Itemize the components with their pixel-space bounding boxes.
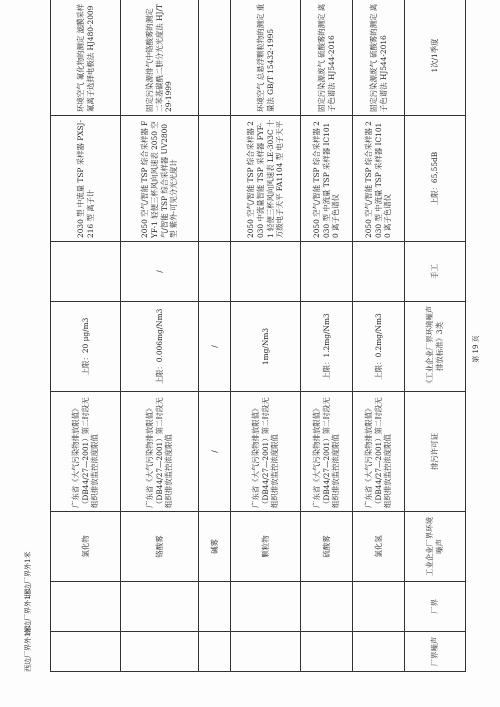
noise-point: 南边厂界外1米 bbox=[24, 588, 32, 635]
noise-point: 西边厂界外1米 bbox=[24, 625, 32, 672]
method-cell: 环境空气 总悬浮颗粒物的测定 重量法 GB/T 15432-1995 bbox=[231, 0, 301, 116]
limit-cell: / bbox=[199, 302, 231, 392]
method-type-cell: / bbox=[121, 242, 199, 302]
cell bbox=[199, 582, 231, 632]
limit-cell: 上限：0.006mg/Nm3 bbox=[121, 302, 199, 392]
instrument-cell: 2050 空气/智能 TSP 综合采样器 2030 型 中流量 TSP 采样器 IC1010 离子色谱仪 bbox=[301, 116, 353, 242]
cell bbox=[353, 632, 405, 672]
pollutant-cell: 工业企业厂界环境噪声 bbox=[405, 512, 466, 582]
limit-cell: 上限：1.2mg/Nm3 bbox=[301, 302, 353, 392]
pollutant-cell: 氯化物 bbox=[51, 512, 121, 582]
cell bbox=[51, 242, 121, 302]
cell bbox=[199, 632, 231, 672]
limit-cell: 上限：20 μg/m3 bbox=[51, 302, 121, 392]
instrument-cell: 2030 型 中流量 TSP 采样器 PXSJ-216 型 离子计 bbox=[51, 116, 121, 242]
cell bbox=[301, 242, 353, 302]
table-row bbox=[121, 0, 199, 672]
rotated-table-wrapper bbox=[50, 0, 465, 672]
standard-cell: 广东省《大气污染物排放限值》（DB44/27—2001）第二时段无组织排放监控浓度限值 bbox=[51, 392, 121, 512]
instrument-cell: 2050 空气/智能 TSP 综合采样器 2030 型 中流量 TSP 采样器 IC1010 离子色谱仪 bbox=[353, 116, 405, 242]
frequency-cell: 1次/1季度 bbox=[405, 0, 466, 116]
pollutant-cell: 铬酸雾 bbox=[121, 512, 199, 582]
method-cell: 固定污染源废气 硫酸雾的测定 离子色谱法 HJ544-2016 bbox=[301, 0, 353, 116]
cell bbox=[51, 582, 121, 632]
cell bbox=[301, 582, 353, 632]
instrument-cell: 2050 空气/智能 TSP 综合采样器 2030 中流量智能 TSP 采样器 FYF-1 轻便三杯风向风速表 LE-303C 十万级电子天平 FA1104 型 电子天平 bbox=[231, 116, 301, 242]
cell bbox=[353, 582, 405, 632]
method-type-cell: 手工 bbox=[405, 242, 466, 302]
limit-cell: 上限：65,55dB bbox=[405, 116, 466, 242]
method-cell: 固定污染源排气中铬酸雾的测定 二苯基碳酰二肼分光光度法 HJ/T 29-1999 bbox=[121, 0, 199, 116]
table-row bbox=[353, 0, 405, 672]
limit-cell: 上限：0.2mg/Nm3 bbox=[353, 302, 405, 392]
cell bbox=[353, 242, 405, 302]
cell bbox=[199, 242, 231, 302]
standard-cell: 广东省《大气污染物排放限值》（DB44/27—2001）第二时段无组织排放监控浓度限值 bbox=[121, 392, 199, 512]
standard-cell: 广东省《大气污染物排放限值》（DB44/27—2001）第二时段无组织排放监控浓度限值 bbox=[301, 392, 353, 512]
cell bbox=[121, 582, 199, 632]
cell bbox=[231, 582, 301, 632]
instrument-cell: 2050 空气/智能 TSP 综合采样器 FYF-1 轻便三杯风向风速表 2050 空气/智能 TSP 综合采样器 UV2800 型 紫外-可见分光光度计 bbox=[121, 116, 199, 242]
pollutant-cell: 氯化氢 bbox=[353, 512, 405, 582]
cell bbox=[301, 632, 353, 672]
standard-cell: 《工业企业厂界环境噪声排放标准》3类 bbox=[405, 302, 466, 392]
pollutant-cell: 碱雾 bbox=[199, 512, 231, 582]
table-row bbox=[51, 0, 121, 672]
standard-cell: 广东省《大气污染物排放限值》（DB44/27—2001）第二时段无组织排放监控浓度限值 bbox=[353, 392, 405, 512]
cell bbox=[199, 0, 231, 116]
limit-cell: 1mg/Nm3 bbox=[231, 302, 301, 392]
pollutant-cell: 硫酸雾 bbox=[301, 512, 353, 582]
page-number: 第 19 页 bbox=[472, 335, 480, 363]
table-row bbox=[301, 0, 353, 672]
cell bbox=[231, 242, 301, 302]
noise-point: 北边厂界外1米 bbox=[24, 551, 32, 599]
table-row bbox=[199, 0, 231, 672]
table-row bbox=[405, 0, 466, 672]
standard-cell: / bbox=[199, 392, 231, 512]
standard-cell: 广东省《大气污染物排放限值》（DB44/27—2001）第二时段无组织排放监控浓度限值 bbox=[231, 392, 301, 512]
noise-category-cell: 厂界噪声 bbox=[405, 632, 466, 672]
noise-points bbox=[8, 551, 48, 672]
cell bbox=[199, 116, 231, 242]
method-cell: 环境空气 氟化物的测定 滤膜采样氟离子选择电极法 HJ480-2009 bbox=[51, 0, 121, 116]
pollutant-cell: 颗粒物 bbox=[231, 512, 301, 582]
cell bbox=[121, 632, 199, 672]
cell bbox=[51, 632, 121, 672]
noise-location-cell: 厂界 bbox=[405, 582, 466, 632]
method-cell: 固定污染源废气 硫酸雾的测定 离子色谱法 HJ544-2016 bbox=[353, 0, 405, 116]
cell bbox=[231, 632, 301, 672]
permit-cell: 排污许可证 bbox=[405, 392, 466, 512]
table-row bbox=[231, 0, 301, 672]
monitoring-table bbox=[50, 0, 466, 672]
